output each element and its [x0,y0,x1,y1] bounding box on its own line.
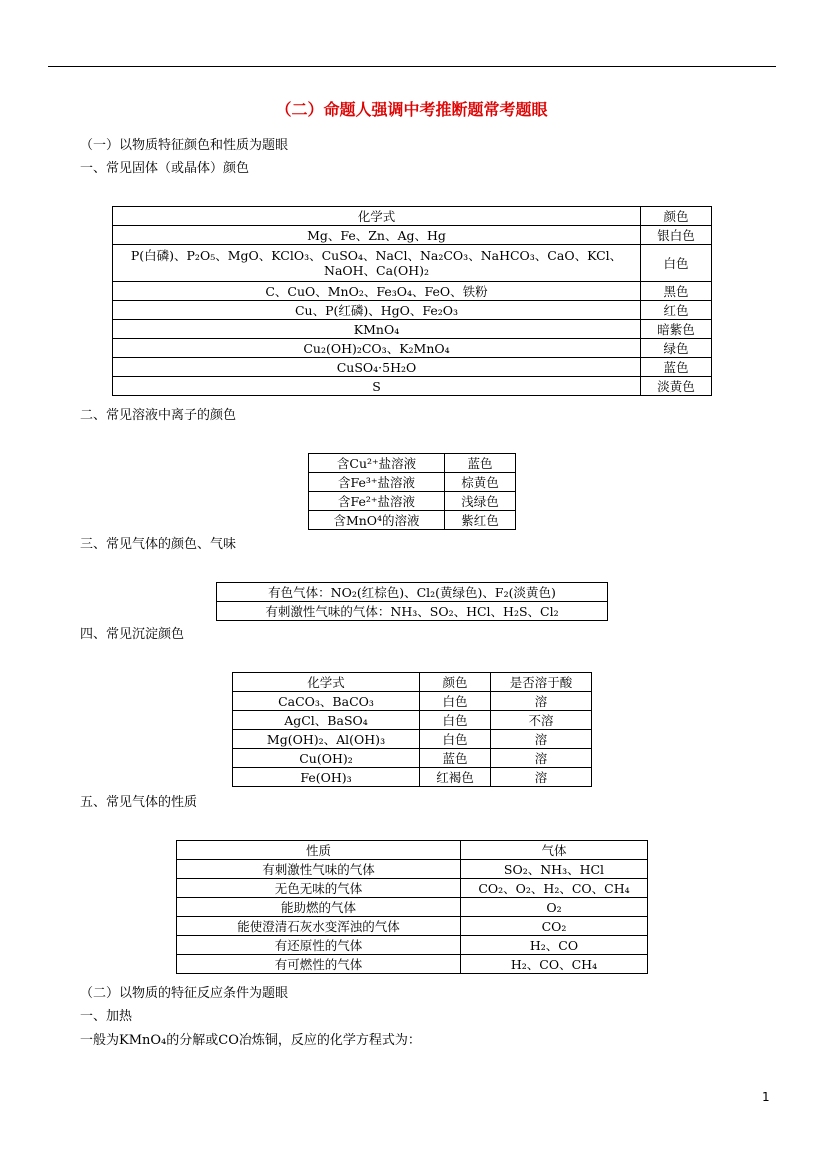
color-cell: 淡黄色 [641,377,712,396]
ion-cell: 含Cu²⁺盐溶液 [309,454,445,473]
gas-cell: CO₂、O₂、H₂、CO、CH₄ [461,879,648,898]
color-cell: 白色 [420,730,491,749]
formula-cell: P(白磷)、P₂O₅、MgO、KClO₃、CuSO₄、NaCl、Na₂CO₃、NaHCO₃、CaO、KCl、NaOH、Ca(OH)₂ [113,245,641,282]
color-cell: 暗紫色 [641,320,712,339]
table-row [217,602,608,621]
header-cell: 化学式 [233,673,420,692]
table-row [113,226,712,245]
section6-heading: 一、加热 [80,1009,133,1024]
ions-table [308,453,516,530]
gas-cell: O₂ [461,898,648,917]
formula-cell: Cu、P(红磷)、HgO、Fe₂O₃ [113,301,641,320]
header-cell: 是否溶于酸 [491,673,592,692]
gas-cell: SO₂、NH₃、HCl [461,860,648,879]
table-row [113,320,712,339]
table-row [233,711,592,730]
header-cell: 化学式 [113,207,641,226]
table-row [113,339,712,358]
solubility-cell: 溶 [491,730,592,749]
table-row [177,936,648,955]
header-cell: 气体 [461,841,648,860]
ion-cell: 含MnO⁴的溶液 [309,511,445,530]
table-row [113,245,712,282]
solubility-cell: 溶 [491,692,592,711]
table-row [113,358,712,377]
precipitates-table [232,672,592,787]
color-cell: 蓝色 [420,749,491,768]
part2-heading: （二）以物质的特征反应条件为题眼 [80,986,289,1001]
header-cell: 颜色 [641,207,712,226]
ion-cell: 含Fe²⁺盐溶液 [309,492,445,511]
table-row [113,282,712,301]
formula-cell: CaCO₃、BaCO₃ [233,692,420,711]
gas-colors-table [216,582,608,621]
property-cell: 能助燃的气体 [177,898,461,917]
color-cell: 黑色 [641,282,712,301]
gas-cell: H₂、CO [461,936,648,955]
solubility-cell: 溶 [491,749,592,768]
table-header-row [233,673,592,692]
color-cell: 红褐色 [420,768,491,787]
gas-cell: CO₂ [461,917,648,936]
color-cell: 银白色 [641,226,712,245]
color-cell: 红色 [641,301,712,320]
solids-table [112,206,712,396]
table-row [217,583,608,602]
table-row [113,301,712,320]
table-row [309,454,516,473]
color-cell: 蓝色 [641,358,712,377]
solubility-cell: 溶 [491,768,592,787]
gas-odor-cell: 有刺激性气味的气体：NH₃、SO₂、HCl、H₂S、Cl₂ [217,602,608,621]
color-cell: 紫红色 [445,511,516,530]
formula-cell: Cu₂(OH)₂CO₃、K₂MnO₄ [113,339,641,358]
section1-heading: 一、常见固体（或晶体）颜色 [80,161,250,176]
section4-heading: 四、常见沉淀颜色 [80,627,185,642]
page-title: （二）命题人强调中考推断题常考题眼 [275,100,548,119]
table-row [309,492,516,511]
section3-heading: 三、常见气体的颜色、气味 [80,537,237,552]
formula-cell: KMnO₄ [113,320,641,339]
header-cell: 性质 [177,841,461,860]
table-row [233,749,592,768]
formula-cell: S [113,377,641,396]
table-row [233,730,592,749]
table-row [113,377,712,396]
formula-cell: Mg、Fe、Zn、Ag、Hg [113,226,641,245]
gas-color-cell: 有色气体：NO₂(红棕色)、Cl₂(黄绿色)、F₂(淡黄色) [217,583,608,602]
table-row [177,917,648,936]
table-row [309,473,516,492]
formula-cell: Mg(OH)₂、Al(OH)₃ [233,730,420,749]
section5-heading: 五、常见气体的性质 [80,795,198,810]
formula-cell: Cu(OH)₂ [233,749,420,768]
color-cell: 蓝色 [445,454,516,473]
table-row [309,511,516,530]
gas-properties-table [176,840,648,974]
color-cell: 棕黄色 [445,473,516,492]
section2-heading: 二、常见溶液中离子的颜色 [80,408,237,423]
ion-cell: 含Fe³⁺盐溶液 [309,473,445,492]
body-paragraph: 一般为KMnO₄的分解或CO冶炼铜，反应的化学方程式为： [80,1033,421,1048]
table-row [177,860,648,879]
table-header-row [177,841,648,860]
color-cell: 白色 [420,692,491,711]
property-cell: 有还原性的气体 [177,936,461,955]
property-cell: 无色无味的气体 [177,879,461,898]
table-row [233,768,592,787]
formula-cell: Fe(OH)₃ [233,768,420,787]
table-header-row [113,207,712,226]
color-cell: 白色 [420,711,491,730]
table-row [177,879,648,898]
page-number: 1 [762,1090,770,1104]
color-cell: 白色 [641,245,712,282]
solubility-cell: 不溶 [491,711,592,730]
formula-cell: CuSO₄·5H₂O [113,358,641,377]
formula-cell: AgCl、BaSO₄ [233,711,420,730]
gas-cell: H₂、CO、CH₄ [461,955,648,974]
color-cell: 浅绿色 [445,492,516,511]
property-cell: 能使澄清石灰水变浑浊的气体 [177,917,461,936]
header-rule [48,66,776,67]
table-row [177,955,648,974]
property-cell: 有可燃性的气体 [177,955,461,974]
table-row [233,692,592,711]
part1-heading: （一）以物质特征颜色和性质为题眼 [80,138,289,153]
formula-cell: C、CuO、MnO₂、Fe₃O₄、FeO、铁粉 [113,282,641,301]
table-row [177,898,648,917]
color-cell: 绿色 [641,339,712,358]
property-cell: 有刺激性气味的气体 [177,860,461,879]
header-cell: 颜色 [420,673,491,692]
